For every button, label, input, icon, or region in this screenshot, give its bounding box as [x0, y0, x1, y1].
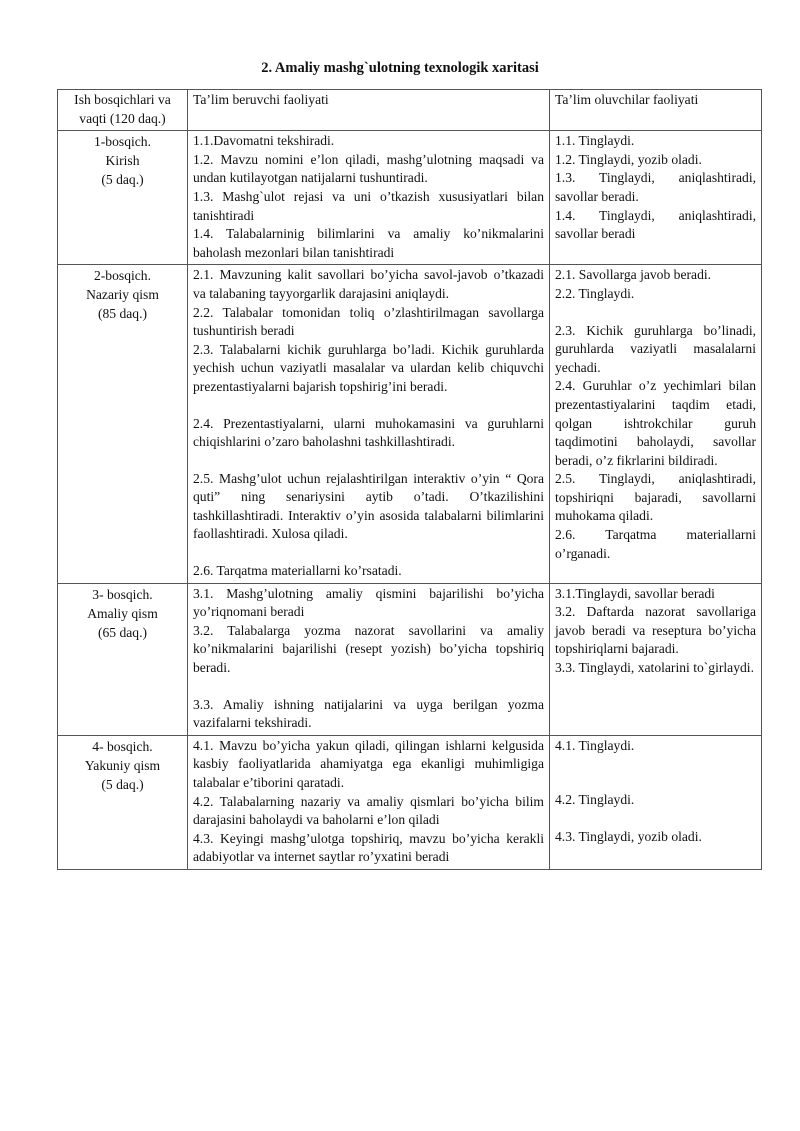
- student-activity-item: 3.3. Tinglaydi, xatolarini to`girlaydi.: [555, 660, 754, 676]
- teacher-activity-item: 2.1. Mavzuning kalit savollari bo’yicha savol-javob o’tkazadi va talabaning tayyorgarlik darajasini aniqlaydi.: [193, 267, 544, 301]
- student-activity-cell: [550, 131, 762, 265]
- teacher-activity-item: 2.4. Prezentastiyalarni, ularni muhokamasini va guruhlarni chiqishlarini o’zaro baholashni tashkillashtiradi.: [193, 415, 544, 450]
- student-activity-item: 2.4. Guruhlar o’z yechimlari bilan prezentastiyalarini taqdim etadi, qolgan ishtrokchilar guruh taqdimotini baholaydi, savollar beradi, o’z fikrlarini bildiradi.: [555, 378, 756, 468]
- header-student-activity: Ta’lim oluvchilar faoliyati: [550, 90, 762, 131]
- stage-name: 1-bosqich.: [93, 134, 151, 150]
- student-activity-item: 1.1. Tinglaydi.: [555, 133, 635, 149]
- spacer: [555, 773, 756, 791]
- table-row: [58, 583, 762, 735]
- stage-cell: [58, 583, 188, 735]
- teacher-activity-cell: [188, 735, 550, 869]
- teacher-activity-item: 3.3. Amaliy ishning natijalarini va uyga berilgan yozma vazifalarni tekshiradi.: [193, 696, 544, 731]
- student-activity-item: 4.2. Tinglaydi.: [555, 792, 635, 808]
- teacher-activity-item: 1.4. Talabalarninig bilimlarini va amaliy ko’nikmalarini baholash mezonlari bilan tanishtiradi: [193, 226, 544, 260]
- student-activity-item: 1.3. Tinglaydi, aniqlashtiradi, savollar beradi.: [555, 170, 756, 204]
- spacer: [555, 810, 756, 828]
- student-activity-item: 2.3. Kichik guruhlarga bo’linadi, guruhlarda vaziyatli masalalarni yechadi.: [555, 322, 756, 375]
- stage-name: 4- bosqich.: [92, 738, 153, 754]
- student-activity-item: 2.1. Savollarga javob beradi.: [555, 267, 712, 283]
- stage-name: 3- bosqich.: [92, 586, 153, 602]
- stage-time: (65 daq.): [97, 624, 148, 640]
- teacher-activity-item: 4.2. Talabalarning nazariy va amaliy qismlari bo’yicha bilim darajasini baholaydi va baholarni e’lon qiladi: [193, 793, 544, 828]
- spacer: [555, 304, 756, 322]
- stage-time: (5 daq.): [101, 776, 144, 792]
- student-activity-cell: [550, 265, 762, 583]
- teacher-activity-item: 1.2. Mavzu nomini e’lon qiladi, mashg’ulotning maqsadi va undan kutilayotgan natijalarni tushuntiradi.: [193, 151, 544, 186]
- header-stage: Ish bosqichlari va vaqti (120 daq.): [58, 90, 188, 131]
- student-activity-item: 4.3. Tinglaydi, yozib oladi.: [555, 829, 702, 844]
- stage-name: 2-bosqich.: [93, 268, 151, 284]
- table-header-row: [58, 90, 762, 131]
- teacher-activity-item: 1.3. Mashg`ulot rejasi va uni o’tkazish xususiyatlari bilan tanishtiradi: [193, 188, 544, 223]
- stage-part: Kirish: [105, 153, 140, 169]
- stage-part: Nazariy qism: [86, 287, 159, 303]
- student-activity-cell: [550, 735, 762, 869]
- stage-cell: [58, 265, 188, 583]
- stage-time: (5 daq.): [101, 172, 144, 188]
- teacher-activity-item: 4.1. Mavzu bo’yicha yakun qiladi, qilingan ishlarni kelgusida kasbiy faoliyatlarida ahamiyatga ega ekanligi muhimligiga talabalar e’tiborini qaratadi.: [193, 737, 544, 790]
- student-activity-item: 1.4. Tinglaydi, aniqlashtiradi, savollar beradi: [555, 207, 756, 242]
- header-teacher-activity: Ta’lim beruvchi faoliyati: [188, 90, 550, 131]
- student-activity-item: 2.6. Tarqatma materiallarni o’rganadi.: [555, 527, 756, 561]
- stage-cell: [58, 735, 188, 869]
- teacher-activity-item: 4.3. Keyingi mashg’ulotga topshiriq, mavzu bo’yicha kerakli adabiyotlar va internet saytlar ro’yxatini beradi: [193, 830, 544, 865]
- stage-time: (85 daq.): [97, 306, 148, 322]
- stage-part: Yakuniy qism: [84, 757, 161, 773]
- student-activity-item: 2.5. Tinglaydi, aniqlashtiradi, topshiriqni bajaradi, savollarni muhokama qiladi.: [555, 471, 756, 524]
- stage-part: Amaliy qism: [87, 605, 158, 621]
- teacher-activity-item: 2.2. Talabalar tomonidan toliq o’zlashtirilmagan savollarga tushuntirish beradi: [193, 304, 544, 339]
- teacher-activity-item: 3.1. Mashg’ulotning amaliy qismini bajarilishi bo’yicha yo’riqnomani beradi: [193, 585, 544, 620]
- teacher-activity-item: 2.5. Mashg’ulot uchun rejalashtirilgan interaktiv o’yin “ Qora quti” ning senariysini aytib o’tadi. O’tkazilishini tashkillashtiradi. Interaktiv o’yin asosida talabalarni bilimlarini faollashtiradi. Xulosa qiladi.: [193, 470, 544, 542]
- teacher-activity-item: 2.3. Talabalarni kichik guruhlarga bo’ladi. Kichik guruhlarda yechish uchun vaziyatli masalalar va ulardan kelib chiquvchi prezentastiyalarni bajarish topshirig’ini beradi.: [193, 341, 544, 394]
- student-activity-item: 2.2. Tinglaydi.: [555, 285, 635, 301]
- teacher-activity-item: 1.1.Davomatni tekshiradi.: [193, 133, 335, 149]
- student-activity-item: 4.1. Tinglaydi.: [555, 737, 635, 753]
- student-activity-item: 1.2. Tinglaydi, yozib oladi.: [555, 151, 702, 167]
- table-row: [58, 131, 762, 265]
- document-title: 2. Amaliy mashg`ulotning texnologik xaritasi: [261, 60, 539, 76]
- student-activity-item: 3.1.Tinglaydi, savollar beradi: [555, 585, 715, 601]
- teacher-activity-item: 2.6. Tarqatma materiallarni ko’rsatadi.: [193, 563, 402, 579]
- spacer: [193, 678, 544, 696]
- table-row: [58, 735, 762, 869]
- teacher-activity-cell: [188, 131, 550, 265]
- student-activity-cell: [550, 583, 762, 735]
- teacher-activity-cell: [188, 583, 550, 735]
- spacer: [193, 544, 544, 562]
- stage-cell: [58, 131, 188, 265]
- spacer: [193, 397, 544, 415]
- table-body: [58, 131, 762, 870]
- teacher-activity-cell: [188, 265, 550, 583]
- teacher-activity-item: 3.2. Talabalarga yozma nazorat savollarini va amaliy ko’nikmalarini bajarilishi (resept yozish) bo’yicha topshiriq beradi.: [193, 622, 544, 676]
- spacer: [555, 755, 756, 773]
- spacer: [193, 452, 544, 470]
- table-row: [58, 265, 762, 583]
- student-activity-item: 3.2. Daftarda nazorat savollariga javob beradi va reseptura bo’yicha topshiriqlarni bajaradi.: [555, 604, 756, 657]
- technology-map-table: [57, 89, 762, 870]
